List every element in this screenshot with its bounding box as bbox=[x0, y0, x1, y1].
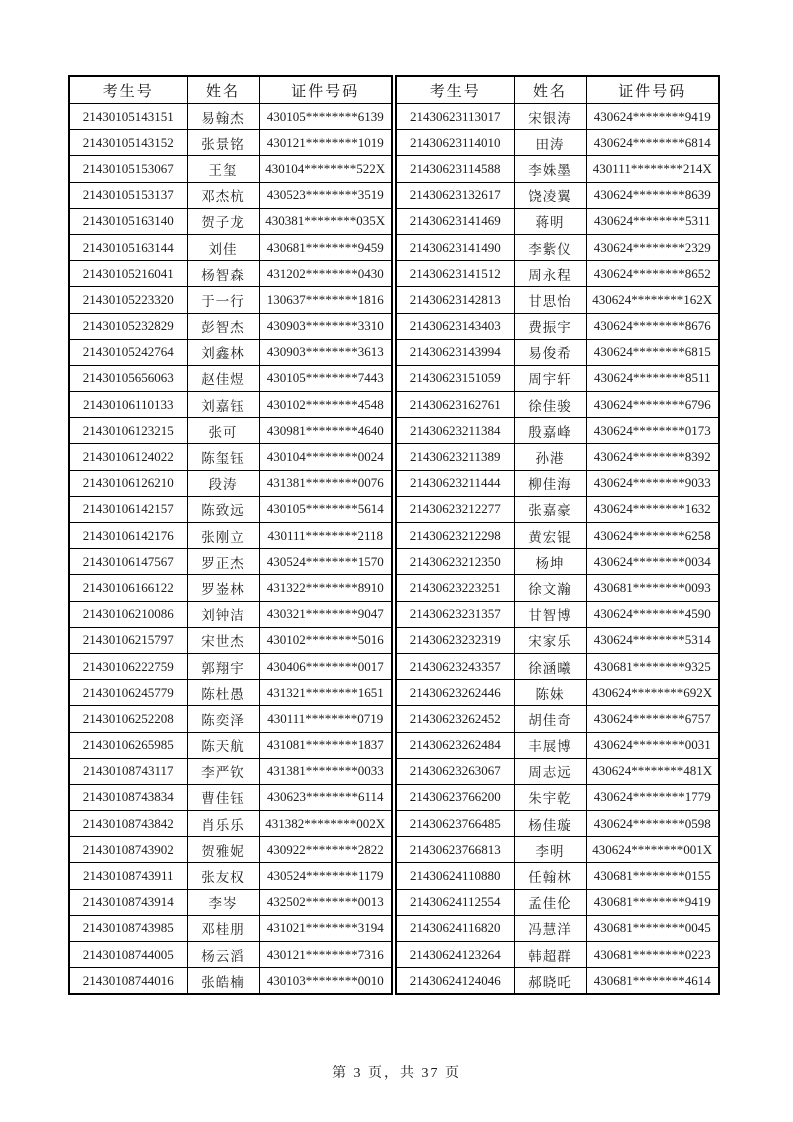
table-row bbox=[69, 706, 392, 732]
name-cell: 张刚立 bbox=[187, 523, 259, 549]
name-cell: 杨智森 bbox=[187, 261, 259, 287]
name-cell: 徐涵曦 bbox=[514, 653, 586, 679]
id-number-cell: 430903********3310 bbox=[259, 313, 392, 339]
name-cell: 贺雅妮 bbox=[187, 837, 259, 863]
exam-id-cell: 21430105232829 bbox=[69, 313, 187, 339]
column-header-name: 姓名 bbox=[514, 76, 586, 104]
exam-id-cell: 21430106142176 bbox=[69, 523, 187, 549]
id-number-cell: 430624********1632 bbox=[586, 496, 719, 522]
id-number-cell: 430681********0093 bbox=[586, 575, 719, 601]
id-number-cell: 430104********522X bbox=[259, 156, 392, 182]
name-cell: 张可 bbox=[187, 418, 259, 444]
name-cell: 韩超群 bbox=[514, 942, 586, 968]
id-number-cell: 430624********6258 bbox=[586, 523, 719, 549]
id-number-cell: 430624********5311 bbox=[586, 208, 719, 234]
table-row bbox=[69, 523, 392, 549]
name-cell: 徐文瀚 bbox=[514, 575, 586, 601]
exam-id-cell: 21430623132617 bbox=[396, 182, 514, 208]
page-number: 第 3 页，共 37 页 bbox=[332, 1066, 461, 1081]
exam-id-cell: 21430106166122 bbox=[69, 575, 187, 601]
id-number-cell: 430624********8392 bbox=[586, 444, 719, 470]
exam-id-cell: 21430105223320 bbox=[69, 287, 187, 313]
id-number-cell: 431381********0033 bbox=[259, 758, 392, 784]
table-row bbox=[69, 653, 392, 679]
exam-id-cell: 21430623262452 bbox=[396, 706, 514, 732]
exam-id-cell: 21430105216041 bbox=[69, 261, 187, 287]
name-cell: 彭智杰 bbox=[187, 313, 259, 339]
exam-id-cell: 21430106245779 bbox=[69, 680, 187, 706]
exam-id-cell: 21430108743911 bbox=[69, 863, 187, 889]
exam-id-cell: 21430108743117 bbox=[69, 758, 187, 784]
table-row bbox=[396, 156, 719, 182]
name-cell: 杨佳璇 bbox=[514, 811, 586, 837]
table-row bbox=[69, 392, 392, 418]
table-row bbox=[69, 234, 392, 260]
name-cell: 杨坤 bbox=[514, 549, 586, 575]
id-number-cell: 430121********7316 bbox=[259, 942, 392, 968]
name-cell: 宋银涛 bbox=[514, 104, 586, 130]
name-cell: 李姝墨 bbox=[514, 156, 586, 182]
id-number-cell: 430624********162X bbox=[586, 287, 719, 313]
name-cell: 费振宇 bbox=[514, 313, 586, 339]
name-cell: 甘思怡 bbox=[514, 287, 586, 313]
exam-id-cell: 21430624124046 bbox=[396, 968, 514, 995]
name-cell: 孙港 bbox=[514, 444, 586, 470]
id-number-cell: 431322********8910 bbox=[259, 575, 392, 601]
name-cell: 任翰林 bbox=[514, 863, 586, 889]
roster-table-right bbox=[395, 75, 720, 995]
name-cell: 邓桂朋 bbox=[187, 915, 259, 941]
exam-id-cell: 21430106265985 bbox=[69, 732, 187, 758]
name-cell: 周永程 bbox=[514, 261, 586, 287]
exam-id-cell: 21430106124022 bbox=[69, 444, 187, 470]
table-row bbox=[396, 758, 719, 784]
table-row bbox=[396, 627, 719, 653]
name-cell: 郭翔宇 bbox=[187, 653, 259, 679]
exam-id-cell: 21430623143994 bbox=[396, 339, 514, 365]
exam-id-cell: 21430106142157 bbox=[69, 496, 187, 522]
exam-id-cell: 21430105143152 bbox=[69, 130, 187, 156]
table-row bbox=[396, 968, 719, 995]
table-row bbox=[396, 392, 719, 418]
table-row bbox=[396, 601, 719, 627]
exam-id-cell: 21430623142813 bbox=[396, 287, 514, 313]
id-number-cell: 430624********8652 bbox=[586, 261, 719, 287]
table-row bbox=[69, 811, 392, 837]
exam-id-cell: 21430106215797 bbox=[69, 627, 187, 653]
table-row bbox=[69, 784, 392, 810]
exam-id-cell: 21430623141469 bbox=[396, 208, 514, 234]
name-cell: 宋世杰 bbox=[187, 627, 259, 653]
table-row bbox=[396, 470, 719, 496]
table-row bbox=[396, 653, 719, 679]
id-number-cell: 430104********0024 bbox=[259, 444, 392, 470]
name-cell: 陈杜愚 bbox=[187, 680, 259, 706]
id-number-cell: 430624********481X bbox=[586, 758, 719, 784]
table-row bbox=[396, 915, 719, 941]
name-cell: 刘钟洁 bbox=[187, 601, 259, 627]
exam-id-cell: 21430623143403 bbox=[396, 313, 514, 339]
table-row bbox=[396, 287, 719, 313]
id-number-cell: 430681********0155 bbox=[586, 863, 719, 889]
name-cell: 陈妹 bbox=[514, 680, 586, 706]
table-row bbox=[69, 942, 392, 968]
name-cell: 宋家乐 bbox=[514, 627, 586, 653]
exam-id-cell: 21430623151059 bbox=[396, 365, 514, 391]
id-number-cell: 430121********1019 bbox=[259, 130, 392, 156]
name-cell: 陈奕泽 bbox=[187, 706, 259, 732]
exam-id-cell: 21430105163140 bbox=[69, 208, 187, 234]
name-cell: 赵佳煜 bbox=[187, 365, 259, 391]
name-cell: 饶凌翼 bbox=[514, 182, 586, 208]
table-row bbox=[396, 784, 719, 810]
name-cell: 陈致远 bbox=[187, 496, 259, 522]
name-cell: 蒋明 bbox=[514, 208, 586, 234]
id-number-cell: 430523********3519 bbox=[259, 182, 392, 208]
table-row bbox=[69, 104, 392, 130]
table-row bbox=[69, 758, 392, 784]
exam-id-cell: 21430106210086 bbox=[69, 601, 187, 627]
id-number-cell: 430624********0173 bbox=[586, 418, 719, 444]
id-number-cell: 430624********001X bbox=[586, 837, 719, 863]
candidate-roster bbox=[68, 75, 720, 995]
name-cell: 肖乐乐 bbox=[187, 811, 259, 837]
table-row bbox=[396, 313, 719, 339]
name-cell: 郝晓吒 bbox=[514, 968, 586, 995]
table-row bbox=[396, 549, 719, 575]
exam-id-cell: 21430105153067 bbox=[69, 156, 187, 182]
table-row bbox=[69, 601, 392, 627]
name-cell: 朱宇乾 bbox=[514, 784, 586, 810]
id-number-cell: 430624********0034 bbox=[586, 549, 719, 575]
name-cell: 易俊希 bbox=[514, 339, 586, 365]
id-number-cell: 430105********5614 bbox=[259, 496, 392, 522]
id-number-cell: 431381********0076 bbox=[259, 470, 392, 496]
id-number-cell: 430524********1570 bbox=[259, 549, 392, 575]
table-row bbox=[69, 837, 392, 863]
table-row bbox=[396, 208, 719, 234]
id-number-cell: 430111********2118 bbox=[259, 523, 392, 549]
table-row bbox=[69, 208, 392, 234]
table-row bbox=[396, 863, 719, 889]
exam-id-cell: 21430108744005 bbox=[69, 942, 187, 968]
id-number-cell: 430624********4590 bbox=[586, 601, 719, 627]
id-number-cell: 430624********6796 bbox=[586, 392, 719, 418]
id-number-cell: 430624********2329 bbox=[586, 234, 719, 260]
exam-id-cell: 21430623243357 bbox=[396, 653, 514, 679]
table-row bbox=[69, 575, 392, 601]
name-cell: 刘佳 bbox=[187, 234, 259, 260]
column-header-exam-id: 考生号 bbox=[69, 76, 187, 104]
table-row bbox=[69, 889, 392, 915]
table-row bbox=[69, 156, 392, 182]
table-row bbox=[396, 234, 719, 260]
id-number-cell: 430624********6815 bbox=[586, 339, 719, 365]
name-cell: 柳佳海 bbox=[514, 470, 586, 496]
table-row bbox=[396, 339, 719, 365]
exam-id-cell: 21430108743985 bbox=[69, 915, 187, 941]
id-number-cell: 431202********0430 bbox=[259, 261, 392, 287]
exam-id-cell: 21430106110133 bbox=[69, 392, 187, 418]
id-number-cell: 430681********9419 bbox=[586, 889, 719, 915]
table-row bbox=[69, 365, 392, 391]
exam-id-cell: 21430105163144 bbox=[69, 234, 187, 260]
id-number-cell: 432502********0013 bbox=[259, 889, 392, 915]
name-cell: 杨云滔 bbox=[187, 942, 259, 968]
id-number-cell: 430624********8676 bbox=[586, 313, 719, 339]
exam-id-cell: 21430105153137 bbox=[69, 182, 187, 208]
name-cell: 李严钦 bbox=[187, 758, 259, 784]
name-cell: 刘鑫林 bbox=[187, 339, 259, 365]
id-number-cell: 430922********2822 bbox=[259, 837, 392, 863]
table-row bbox=[396, 182, 719, 208]
id-number-cell: 430624********9033 bbox=[586, 470, 719, 496]
name-cell: 孟佳伦 bbox=[514, 889, 586, 915]
exam-id-cell: 21430623232319 bbox=[396, 627, 514, 653]
id-number-cell: 431081********1837 bbox=[259, 732, 392, 758]
name-cell: 贺子龙 bbox=[187, 208, 259, 234]
exam-id-cell: 21430623766813 bbox=[396, 837, 514, 863]
table-row bbox=[396, 680, 719, 706]
id-number-cell: 430981********4640 bbox=[259, 418, 392, 444]
name-cell: 周志远 bbox=[514, 758, 586, 784]
id-number-cell: 430102********4548 bbox=[259, 392, 392, 418]
exam-id-cell: 21430623211384 bbox=[396, 418, 514, 444]
id-number-cell: 430623********6114 bbox=[259, 784, 392, 810]
exam-id-cell: 21430623114010 bbox=[396, 130, 514, 156]
name-cell: 张皓楠 bbox=[187, 968, 259, 995]
id-number-cell: 430381********035X bbox=[259, 208, 392, 234]
id-number-cell: 431021********3194 bbox=[259, 915, 392, 941]
id-number-cell: 430321********9047 bbox=[259, 601, 392, 627]
table-row bbox=[69, 287, 392, 313]
id-number-cell: 130637********1816 bbox=[259, 287, 392, 313]
table-row bbox=[69, 496, 392, 522]
name-cell: 甘智博 bbox=[514, 601, 586, 627]
header-row bbox=[396, 76, 719, 104]
exam-id-cell: 21430623211444 bbox=[396, 470, 514, 496]
id-number-cell: 430406********0017 bbox=[259, 653, 392, 679]
name-cell: 罗正杰 bbox=[187, 549, 259, 575]
exam-id-cell: 21430108743914 bbox=[69, 889, 187, 915]
id-number-cell: 430103********0010 bbox=[259, 968, 392, 995]
id-number-cell: 430681********0223 bbox=[586, 942, 719, 968]
name-cell: 胡佳奇 bbox=[514, 706, 586, 732]
name-cell: 张景铭 bbox=[187, 130, 259, 156]
table-row bbox=[69, 863, 392, 889]
table-row bbox=[69, 627, 392, 653]
exam-id-cell: 21430105656063 bbox=[69, 365, 187, 391]
id-number-cell: 430524********1179 bbox=[259, 863, 392, 889]
exam-id-cell: 21430108744016 bbox=[69, 968, 187, 995]
name-cell: 邓杰杭 bbox=[187, 182, 259, 208]
table-row bbox=[396, 732, 719, 758]
name-cell: 黄宏锟 bbox=[514, 523, 586, 549]
table-row bbox=[69, 418, 392, 444]
exam-id-cell: 21430106147567 bbox=[69, 549, 187, 575]
exam-id-cell: 21430623262484 bbox=[396, 732, 514, 758]
id-number-cell: 430105********7443 bbox=[259, 365, 392, 391]
table-row bbox=[396, 418, 719, 444]
column-header-name: 姓名 bbox=[187, 76, 259, 104]
id-number-cell: 430624********0031 bbox=[586, 732, 719, 758]
name-cell: 陈玺钰 bbox=[187, 444, 259, 470]
exam-id-cell: 21430623263067 bbox=[396, 758, 514, 784]
table-row bbox=[69, 680, 392, 706]
name-cell: 李岑 bbox=[187, 889, 259, 915]
name-cell: 李紫仪 bbox=[514, 234, 586, 260]
name-cell: 陈天航 bbox=[187, 732, 259, 758]
exam-id-cell: 21430623113017 bbox=[396, 104, 514, 130]
table-row bbox=[396, 365, 719, 391]
table-row bbox=[396, 130, 719, 156]
table-row bbox=[69, 470, 392, 496]
table-row bbox=[396, 575, 719, 601]
name-cell: 王玺 bbox=[187, 156, 259, 182]
name-cell: 易翰杰 bbox=[187, 104, 259, 130]
table-row bbox=[396, 444, 719, 470]
name-cell: 罗崟林 bbox=[187, 575, 259, 601]
exam-id-cell: 21430106252208 bbox=[69, 706, 187, 732]
id-number-cell: 430624********1779 bbox=[586, 784, 719, 810]
table-row bbox=[396, 811, 719, 837]
table-row bbox=[396, 523, 719, 549]
table-row bbox=[69, 313, 392, 339]
column-header-exam-id: 考生号 bbox=[396, 76, 514, 104]
exam-id-cell: 21430624116820 bbox=[396, 915, 514, 941]
id-number-cell: 430624********692X bbox=[586, 680, 719, 706]
exam-id-cell: 21430624112554 bbox=[396, 889, 514, 915]
table-row bbox=[396, 837, 719, 863]
table-row bbox=[396, 706, 719, 732]
id-number-cell: 430681********9459 bbox=[259, 234, 392, 260]
id-number-cell: 430624********5314 bbox=[586, 627, 719, 653]
table-row bbox=[69, 968, 392, 995]
name-cell: 李明 bbox=[514, 837, 586, 863]
exam-id-cell: 21430623223251 bbox=[396, 575, 514, 601]
column-header-id-number: 证件号码 bbox=[259, 76, 392, 104]
name-cell: 周宇轩 bbox=[514, 365, 586, 391]
id-number-cell: 430105********6139 bbox=[259, 104, 392, 130]
exam-id-cell: 21430623766485 bbox=[396, 811, 514, 837]
name-cell: 刘嘉钰 bbox=[187, 392, 259, 418]
exam-id-cell: 21430108743902 bbox=[69, 837, 187, 863]
name-cell: 田涛 bbox=[514, 130, 586, 156]
exam-id-cell: 21430623212350 bbox=[396, 549, 514, 575]
table-row bbox=[69, 732, 392, 758]
name-cell: 冯慧洋 bbox=[514, 915, 586, 941]
table-row bbox=[69, 444, 392, 470]
id-number-cell: 430624********8511 bbox=[586, 365, 719, 391]
exam-id-cell: 21430623114588 bbox=[396, 156, 514, 182]
table-row bbox=[69, 915, 392, 941]
name-cell: 段涛 bbox=[187, 470, 259, 496]
exam-id-cell: 21430623141512 bbox=[396, 261, 514, 287]
roster-body-left bbox=[69, 104, 392, 995]
id-number-cell: 430903********3613 bbox=[259, 339, 392, 365]
id-number-cell: 430111********214X bbox=[586, 156, 719, 182]
name-cell: 曹佳钰 bbox=[187, 784, 259, 810]
exam-id-cell: 21430624110880 bbox=[396, 863, 514, 889]
name-cell: 张友权 bbox=[187, 863, 259, 889]
id-number-cell: 430624********9419 bbox=[586, 104, 719, 130]
exam-id-cell: 21430623211389 bbox=[396, 444, 514, 470]
exam-id-cell: 21430623766200 bbox=[396, 784, 514, 810]
header-row bbox=[69, 76, 392, 104]
exam-id-cell: 21430106126210 bbox=[69, 470, 187, 496]
table-row bbox=[396, 942, 719, 968]
name-cell: 徐佳骏 bbox=[514, 392, 586, 418]
id-number-cell: 430111********0719 bbox=[259, 706, 392, 732]
exam-id-cell: 21430108743842 bbox=[69, 811, 187, 837]
table-row bbox=[69, 261, 392, 287]
roster-body-right bbox=[396, 104, 719, 995]
id-number-cell: 431321********1651 bbox=[259, 680, 392, 706]
name-cell: 于一行 bbox=[187, 287, 259, 313]
table-row bbox=[396, 104, 719, 130]
exam-id-cell: 21430623262446 bbox=[396, 680, 514, 706]
exam-id-cell: 21430623231357 bbox=[396, 601, 514, 627]
exam-id-cell: 21430623162761 bbox=[396, 392, 514, 418]
table-row bbox=[396, 261, 719, 287]
table-row bbox=[69, 182, 392, 208]
exam-id-cell: 21430623141490 bbox=[396, 234, 514, 260]
id-number-cell: 430681********4614 bbox=[586, 968, 719, 995]
exam-id-cell: 21430624123264 bbox=[396, 942, 514, 968]
exam-id-cell: 21430623212277 bbox=[396, 496, 514, 522]
id-number-cell: 430681********0045 bbox=[586, 915, 719, 941]
column-header-id-number: 证件号码 bbox=[586, 76, 719, 104]
exam-id-cell: 21430105143151 bbox=[69, 104, 187, 130]
exam-id-cell: 21430106222759 bbox=[69, 653, 187, 679]
table-row bbox=[69, 130, 392, 156]
table-row bbox=[396, 496, 719, 522]
id-number-cell: 430102********5016 bbox=[259, 627, 392, 653]
name-cell: 张嘉豪 bbox=[514, 496, 586, 522]
id-number-cell: 430624********6814 bbox=[586, 130, 719, 156]
table-row bbox=[396, 889, 719, 915]
exam-id-cell: 21430105242764 bbox=[69, 339, 187, 365]
id-number-cell: 430681********9325 bbox=[586, 653, 719, 679]
name-cell: 殷嘉峰 bbox=[514, 418, 586, 444]
exam-id-cell: 21430108743834 bbox=[69, 784, 187, 810]
table-row bbox=[69, 339, 392, 365]
table-row bbox=[69, 549, 392, 575]
id-number-cell: 430624********0598 bbox=[586, 811, 719, 837]
name-cell: 丰展博 bbox=[514, 732, 586, 758]
exam-id-cell: 21430106123215 bbox=[69, 418, 187, 444]
roster-table-left bbox=[68, 75, 393, 995]
id-number-cell: 430624********6757 bbox=[586, 706, 719, 732]
id-number-cell: 430624********8639 bbox=[586, 182, 719, 208]
id-number-cell: 431382********002X bbox=[259, 811, 392, 837]
exam-id-cell: 21430623212298 bbox=[396, 523, 514, 549]
